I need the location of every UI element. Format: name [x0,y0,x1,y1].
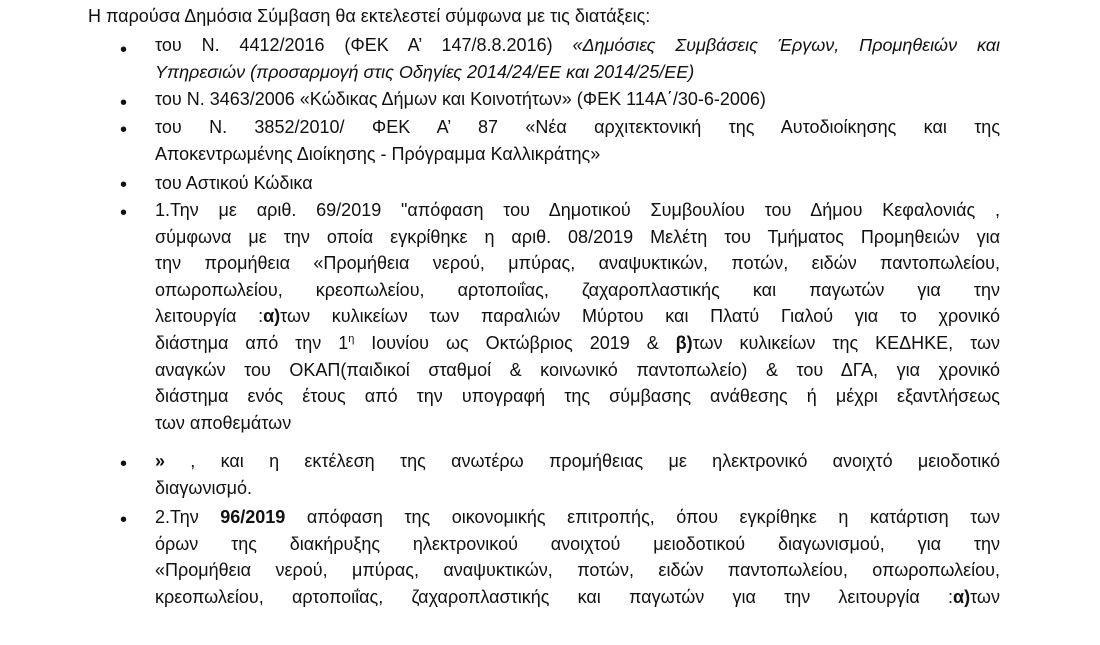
list-item-execution [155,448,1000,501]
bullet-marker: • [120,39,128,61]
list-item-line: σύμφωνα με την οποία εγκρίθηκε η αριθ. 08/2019 Μελέτη του Τμήματος Προμηθειών για [155,226,1000,247]
bullet-marker: • [120,174,128,196]
list-item-line: κρεοπωλείου, αρτοποιΐας, ζαχαροπλαστικής και παγωτών για την λειτουργία :α)των [155,586,1000,607]
list-item-law-4412 [155,32,1000,85]
list-item-line: του Ν. 3463/2006 «Κώδικας Δήμων και Κοινοτήτων» (ΦΕΚ 114Α΄/30-6-2006) [155,89,766,109]
list-item-law-3463 [155,86,1000,113]
list-item-line: Υπηρεσιών (προσαρμογή στις Οδηγίες 2014/24/ΕΕ και 2014/25/ΕΕ) [155,61,695,82]
list-item-line: » , και η εκτέλεση της ανωτέρω προμήθειας με ηλεκτρονικό ανοιχτό μειοδοτικό [155,451,1000,471]
list-item-line: διαγωνισμό. [155,477,252,498]
list-item-line: του Ν. 3852/2010/ ΦΕΚ Α’ 87 «Νέα αρχιτεκτονική της Αυτοδιοίκησης και της [155,117,1000,137]
intro-paragraph: Η παρούσα Δημόσια Σύμβαση θα εκτελεστεί σύμφωνα με τις διατάξεις: [88,6,651,26]
list-item-line: του Ν. 4412/2016 (ΦΕΚ Α’ 147/8.8.2016) «Δημόσιες Συμβάσεις Έργων, Προμηθειών και [155,35,1000,55]
bullet-marker: • [120,453,128,475]
list-item-line: όρων της διακήρυξης ηλεκτρονικού ανοιχτού μειοδοτικού διαγωνισμού, για την [155,533,1000,554]
list-item-line: Αποκεντρωμένης Διοίκησης - Πρόγραμμα Καλλικράτης» [155,143,601,164]
bullet-marker: • [120,92,128,114]
list-item-line: διάστημα ενός έτους από την υπογραφή της σύμβασης ανάθεσης ή μέχρι εξαντλήσεως [155,386,1000,407]
bullet-marker: • [120,202,128,224]
bullet-marker: • [120,509,128,531]
list-item-line: την προμήθεια «Προμήθεια νερού, μπύρας, αναψυκτικών, ποτών, ειδών παντοπωλείου, [155,253,1000,274]
list-item-decision-69-2019 [155,197,1000,436]
list-item-line: λειτουργία :α)των κυλικείων των παραλιών Μύρτου και Πλατύ Γιαλού για το χρονικό [155,306,1000,327]
list-item-line: των αποθεμάτων [155,412,292,433]
list-item-line: αναγκών του ΟΚΑΠ(παιδικοί σταθμοί & κοινωνικό παντοπωλείο) & του ΔΓΑ, για χρονικό [155,359,1000,380]
list-item-line: «Προμήθεια νερού, μπύρας, αναψυκτικών, ποτών, ειδών παντοπωλείου, οπωροπωλείου, [155,560,1000,581]
list-item-line: 2.Την 96/2019 απόφαση της οικονομικής επιτροπής, όπου εγκρίθηκε η κατάρτιση των [155,507,1001,527]
list-item-civil-code [155,170,1000,197]
list-item-line: 1.Την με αριθ. 69/2019 "απόφαση του Δημοτικού Συμβουλίου του Δήμου Κεφαλονιάς , [155,200,1000,220]
list-item-decision-96-2019 [155,504,1000,610]
list-item-line: διάστημα από την $1^\eta$ Ιουνίου ως Οκτώβριος 2019 & β)των κυλικείων της ΚΕΔΗΚΕ, των [155,332,1000,353]
list-item-line: του Αστικού Κώδικα [155,173,313,193]
list-item-law-3852 [155,114,1000,167]
bullet-marker: • [120,119,128,141]
list-item-line: οπωροπωλείου, κρεοπωλείου, αρτοποιΐας, ζαχαροπλαστικής και παγωτών για την [155,279,1000,300]
